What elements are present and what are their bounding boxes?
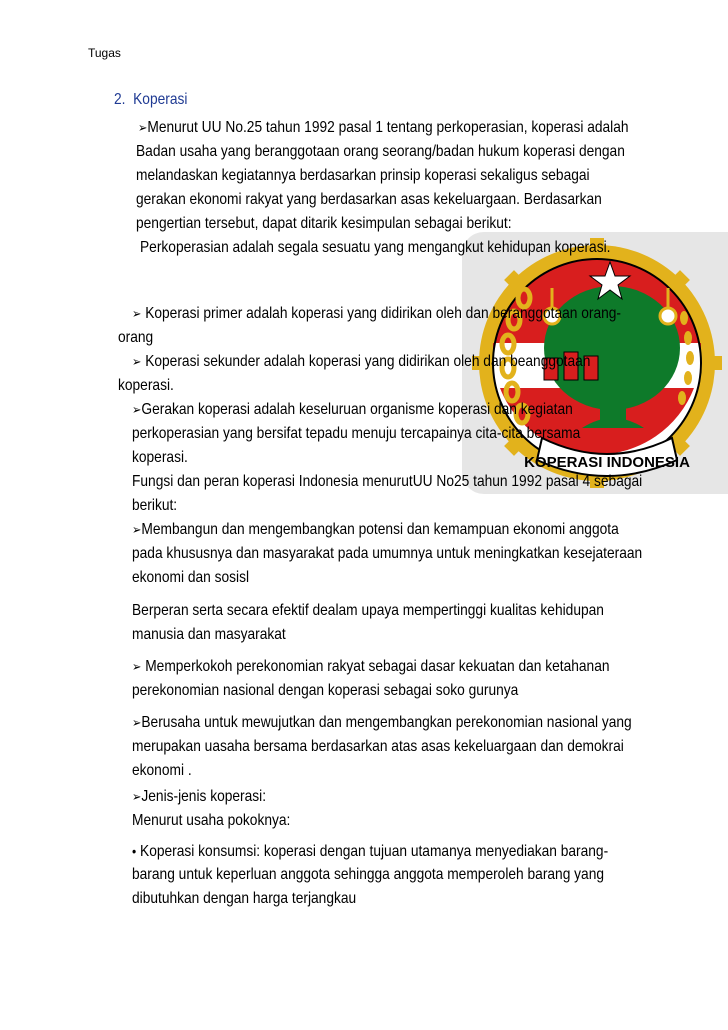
paragraph-line: ➢Jenis-jenis koperasi: <box>132 788 267 805</box>
paragraph-line: berikut: <box>132 497 178 514</box>
arrow-bullet-icon: ➢ <box>132 354 142 369</box>
paragraph-line: dibutuhkan dengan harga terjangkau <box>132 890 357 907</box>
arrow-bullet-icon: ➢ <box>138 120 148 135</box>
arrow-bullet-icon: ➢ <box>132 715 142 730</box>
paragraph-line: Berperan serta secara efektif dealam upaya mempertinggi kualitas kehidupan <box>132 602 604 619</box>
page-header: Tugas <box>88 46 121 60</box>
section-heading <box>114 89 187 112</box>
paragraph-line: Fungsi dan peran koperasi Indonesia menurutUU No25 tahun 1992 pasal 4 sebagai <box>132 473 643 490</box>
paragraph-line: melandaskan kegiatannya berdasarkan prinsip koperasi sekaligus sebagai <box>136 167 590 184</box>
paragraph-line: pada khususnya dan masyarakat pada umumnya untuk meningkatkan kesejateraan <box>132 545 643 562</box>
paragraph-line: ➢ Koperasi sekunder adalah koperasi yang didirikan oleh dan beanggotaan <box>132 353 591 370</box>
paragraph-line: koperasi. <box>118 377 174 394</box>
paragraph-line: Menurut usaha pokoknya: <box>132 812 291 829</box>
paragraph-line: ➢ Memperkokoh perekonomian rakyat sebagai dasar kekuatan dan ketahanan <box>132 658 610 675</box>
arrow-bullet-icon: ➢ <box>132 306 142 321</box>
paragraph-line: ➢Gerakan koperasi adalah keseluruan organisme koperasi dan kegiatan <box>132 401 573 418</box>
paragraph-line: gerakan ekonomi rakyat yang berdasarkan asas kekeluargaan. Berdasarkan <box>136 191 602 208</box>
logo-text: KOPERASI INDONESIA <box>524 454 690 471</box>
section-title: Koperasi <box>133 91 188 108</box>
paragraph-line: Badan usaha yang beranggotaan orang seorang/badan hukum koperasi dengan <box>136 143 625 160</box>
arrow-bullet-icon: ➢ <box>132 659 142 674</box>
paragraph-line: ➢Membangun dan mengembangkan potensi dan kemampuan ekonomi anggota <box>132 521 619 538</box>
paragraph-line: Perkoperasian adalah segala sesuatu yang mengangkut kehidupan koperasi. <box>140 239 611 256</box>
paragraph-line: ➢ Koperasi primer adalah koperasi yang didirikan oleh dan beranggotaan orang- <box>132 305 622 322</box>
bullet-icon: • <box>132 843 137 859</box>
paragraph-line: pengertian tersebut, dapat ditarik kesimpulan sebagai berikut: <box>136 215 512 232</box>
paragraph-line: ➢Menurut UU No.25 tahun 1992 pasal 1 tentang perkoperasian, koperasi adalah <box>138 119 629 136</box>
paragraph-line: manusia dan masyarakat <box>132 626 286 643</box>
arrow-bullet-icon: ➢ <box>132 789 142 804</box>
paragraph-line: ekonomi . <box>132 762 192 779</box>
arrow-bullet-icon: ➢ <box>132 522 142 537</box>
paragraph-line: koperasi. <box>132 449 188 466</box>
arrow-bullet-icon: ➢ <box>132 402 142 417</box>
paragraph-line: orang <box>118 329 154 346</box>
paragraph-line: merupakan uasaha bersama berdasarkan atas asas kekeluargaan dan demokrai <box>132 738 624 755</box>
paragraph-line: • Koperasi konsumsi: koperasi dengan tujuan utamanya menyediakan barang- <box>132 843 609 860</box>
paragraph-line: perkoperasian yang bersifat tepadu menuju tercapainya cita-cita bersama <box>132 425 581 442</box>
paragraph-line: barang untuk keperluan anggota sehingga anggota memperoleh barang yang <box>132 866 605 883</box>
section-number: 2. <box>114 91 126 108</box>
paragraph-line: ➢Berusaha untuk mewujutkan dan mengembangkan perekonomian nasional yang <box>132 714 632 731</box>
paragraph-line: ekonomi dan sosisl <box>132 569 250 586</box>
paragraph-line: perekonomian nasional dengan koperasi sebagai soko gurunya <box>132 682 519 699</box>
